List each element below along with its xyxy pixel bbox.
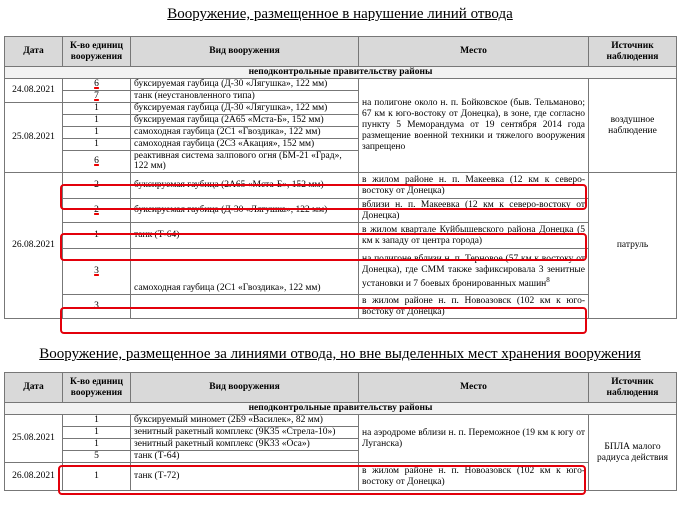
date-cell: 24.08.2021 xyxy=(5,79,63,103)
place-cell: вблизи н. п. Макеевка (12 км к северо-востоку от Донецка) xyxy=(359,199,589,223)
weapon-cell: танк (Т-64) xyxy=(131,223,359,249)
qty-cell: 3 xyxy=(94,266,99,277)
table-header-row xyxy=(5,37,677,67)
weapon-cell: буксируемый миномет (2Б9 «Василек», 82 мм) xyxy=(131,415,359,427)
table-header-row xyxy=(5,373,677,403)
qty-cell: 3 xyxy=(63,295,131,319)
date-cell: 25.08.2021 xyxy=(5,415,63,463)
section2-title: Вооружение, размещенное за линиями отвода, но вне выделенных мест хранения вооружения xyxy=(39,346,641,362)
table-row xyxy=(5,249,677,295)
qty-cell: 7 xyxy=(94,90,99,101)
qty-cell: 1 xyxy=(63,439,131,451)
qty-cell: 1 xyxy=(63,114,131,126)
weapon-cell: буксируемая гаубица (Д-30 «Лягушка», 122 мм) xyxy=(131,79,359,91)
qty-cell: 1 xyxy=(63,102,131,114)
qty-cell: 2 xyxy=(63,173,131,199)
place-cell xyxy=(359,249,589,295)
place-cell: на аэродроме вблизи н. п. Переможное (19 км к югу от Луганска) xyxy=(359,415,589,463)
weapon-cell: буксируемая гаубица (Д-30 «Лягушка», 122 мм) xyxy=(131,102,359,114)
source-cell: БПЛА малого радиуса действия xyxy=(589,415,677,491)
header-weapon: Вид вооружения xyxy=(131,37,359,67)
qty-cell: 5 xyxy=(63,451,131,463)
place-cell: на полигоне около н. п. Бойковское (быв. Тельманово; 67 км к юго-востоку от Донецка), в зоне, где согласно пункту 5 Меморандума от 19 сентября 2014 года размещение военной техники и тяжелого вооружения запрещено xyxy=(359,79,589,173)
weapon-cell: самоходная гаубица (2С3 «Акация», 152 мм) xyxy=(131,138,359,150)
qty-cell: 1 xyxy=(63,415,131,427)
weapon-cell: танк (Т-64) xyxy=(131,451,359,463)
place-cell: в жилом районе н. п. Новоазовск (102 км к юго-востоку от Донецка) xyxy=(359,463,589,491)
qty-cell: 6 xyxy=(94,79,99,89)
place-text: на полигоне вблизи н. п. Терновое (57 км к востоку от Донецка), где СММ также зафиксировала 3 зенитные установки и 7 боевых бронированных машин xyxy=(362,253,585,289)
table-row xyxy=(5,173,677,199)
header-place: Место xyxy=(359,373,589,403)
subheader: неподконтрольные правительству районы xyxy=(5,403,677,415)
footnote-mark: 8 xyxy=(546,275,550,284)
weapon-cell: реактивная система залпового огня (БМ-21 «Град», 122 мм) xyxy=(131,150,359,173)
section1-title: Вооружение, размещенное в нарушение линий отвода xyxy=(167,6,513,22)
table-row xyxy=(5,463,677,491)
table-section2 xyxy=(4,372,677,491)
weapon-cell: буксируемая гаубица (Д-30 «Лягушка», 122 мм) xyxy=(131,199,359,223)
weapon-cell: буксируемая гаубица (2А65 «Мста-Б», 152 мм) xyxy=(131,173,359,199)
qty-cell: 1 xyxy=(63,223,131,249)
qty-cell: 1 xyxy=(63,463,131,491)
weapon-cell: зенитный ракетный комплекс (9К35 «Стрела-10») xyxy=(131,427,359,439)
header-place: Место xyxy=(359,37,589,67)
source-cell: патруль xyxy=(589,173,677,319)
table-section1 xyxy=(4,36,677,319)
table-row xyxy=(5,223,677,249)
date-cell: 26.08.2021 xyxy=(5,463,63,491)
qty-cell: 1 xyxy=(63,126,131,138)
table-row xyxy=(5,79,677,91)
subheader: неподконтрольные правительству районы xyxy=(5,67,677,79)
table-row xyxy=(5,199,677,223)
table-row xyxy=(5,295,677,319)
qty-cell: 2 xyxy=(94,205,99,216)
weapon-cell: танк (Т-72) xyxy=(131,463,359,491)
header-weapon: Вид вооружения xyxy=(131,373,359,403)
header-source: Источник наблюдения xyxy=(589,37,677,67)
weapon-cell: танк (неустановленного типа) xyxy=(131,90,359,102)
header-qty: К-во единиц вооружения xyxy=(63,373,131,403)
qty-cell: 1 xyxy=(63,427,131,439)
header-source: Источник наблюдения xyxy=(589,373,677,403)
source-cell: воздушное наблюдение xyxy=(589,79,677,173)
header-qty: К-во единиц вооружения xyxy=(63,37,131,67)
qty-cell: 6 xyxy=(94,155,99,166)
weapon-cell xyxy=(131,295,359,319)
place-cell: в жилом районе н. п. Новоазовск (102 км к юго-востоку от Донецка) xyxy=(359,295,589,319)
date-cell: 26.08.2021 xyxy=(5,173,63,319)
weapon-cell: самоходная гаубица (2С1 «Гвоздика», 122 мм) xyxy=(131,126,359,138)
date-cell: 25.08.2021 xyxy=(5,102,63,173)
table-row xyxy=(5,415,677,427)
place-cell: в жилом квартале Куйбышевского района Донецка (5 км к западу от центра города) xyxy=(359,223,589,249)
weapon-cell: самоходная гаубица (2С1 «Гвоздика», 122 мм) xyxy=(131,249,359,295)
weapon-cell: зенитный ракетный комплекс (9К33 «Оса») xyxy=(131,439,359,451)
header-date: Дата xyxy=(5,373,63,403)
qty-cell: 1 xyxy=(63,138,131,150)
place-cell: в жилом районе н. п. Макеевка (12 км к северо-востоку от Донецка) xyxy=(359,173,589,199)
header-date: Дата xyxy=(5,37,63,67)
weapon-cell: буксируемая гаубица (2А65 «Мста-Б», 152 мм) xyxy=(131,114,359,126)
